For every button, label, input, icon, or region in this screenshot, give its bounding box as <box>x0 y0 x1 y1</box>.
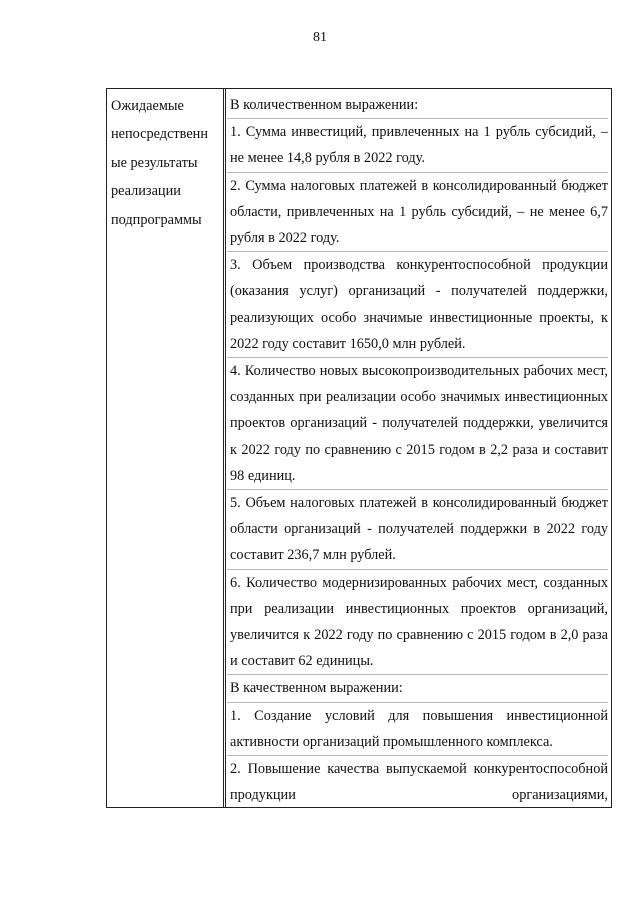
label-line: реализации <box>111 183 181 200</box>
result-item-5: 5. Объем налоговых платежей в консолидированный бюджет области организаций - получателей поддержки в 2022 году составит 236,7 млн рублей. <box>230 495 608 564</box>
label-word: результаты <box>130 154 198 171</box>
qualitative-item-2: 2. Повышение качества выпускаемой конкурентоспособной продукции организациями, <box>230 761 608 804</box>
results-cell <box>230 92 608 808</box>
subprogram-table <box>106 88 612 808</box>
result-item-2: 2. Сумма налоговых платежей в консолидированный бюджет области, привлеченных на 1 рубль субсидий, – не менее 6,7 рубля в 2022 году. <box>230 177 608 247</box>
column-divider <box>223 89 224 807</box>
result-item-3: 3. Объем производства конкурентоспособной продукции (оказания услуг) организаций - получателей поддержки, реализующих особо значимые инвестиционные проекты, к 2022 году составит 1650,0 млн рублей. <box>230 257 608 352</box>
label-line: подпрограммы <box>111 211 202 228</box>
label-word: ые <box>111 154 127 171</box>
result-item-4: 4. Количество новых высокопроизводительных рабочих мест, созданных при реализации особо значимых инвестиционных проектов организаций - получателей поддержки, увеличится к 2022 году по сравнению с 2015 годом в 2,2 раза и составит 98 единиц. <box>230 363 608 484</box>
quantitative-heading: В количественном выражении: <box>230 97 419 113</box>
page-number: 81 <box>313 30 327 45</box>
result-item-1: 1. Сумма инвестиций, привлеченных на 1 рубль субсидий, – не менее 14,8 рубля в 2022 году. <box>230 124 608 167</box>
column-divider-inner <box>225 89 226 807</box>
label-cell <box>111 92 219 234</box>
label-line: непосредственн <box>111 126 208 143</box>
qualitative-item-1: 1. Создание условий для повышения инвестиционной активности организаций промышленного комплекса. <box>230 707 608 750</box>
label-line-justified <box>111 149 219 177</box>
qualitative-heading: В качественном выражении: <box>230 680 403 697</box>
result-item-6: 6. Количество модернизированных рабочих мест, созданных при реализации инвестиционных проектов организаций, увеличится к 2022 году по сравнению с 2015 годом в 2,0 раза и составит 62 единицы. <box>230 574 608 670</box>
label-line: Ожидаемые <box>111 98 184 114</box>
